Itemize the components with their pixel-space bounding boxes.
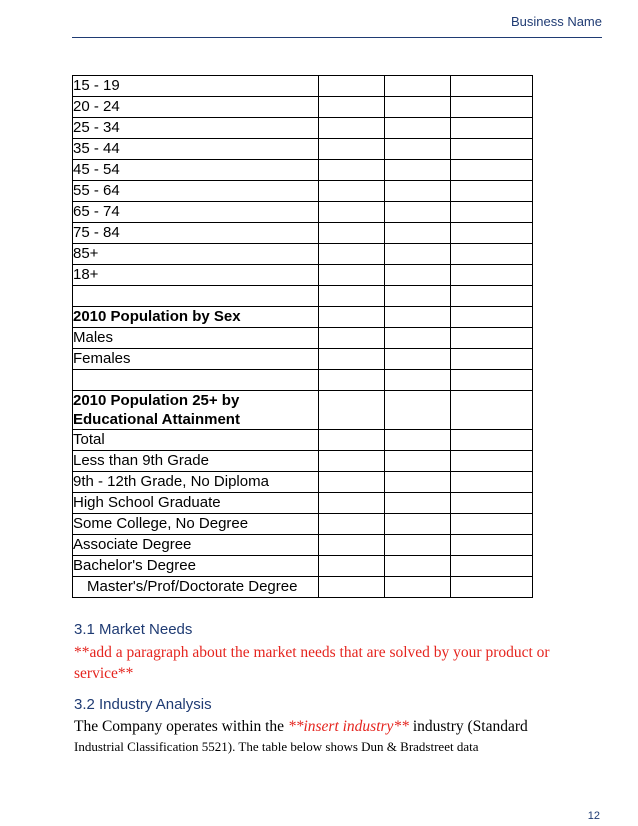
value-cell-1 xyxy=(319,160,385,181)
value-cell-1 xyxy=(319,472,385,493)
value-cell-3 xyxy=(451,391,533,430)
table-row xyxy=(73,181,533,202)
industry-analysis-heading: 3.2 Industry Analysis xyxy=(74,696,212,713)
row-label-cell: 65 - 74 xyxy=(73,202,319,223)
industry-analysis-line1 xyxy=(74,716,614,737)
industry-text-before: The Company operates within the xyxy=(74,718,288,735)
value-cell-3 xyxy=(451,265,533,286)
value-cell-2 xyxy=(385,286,451,307)
value-cell-2 xyxy=(385,556,451,577)
value-cell-1 xyxy=(319,577,385,598)
row-label-cell: Males xyxy=(73,328,319,349)
row-label-cell: Master's/Prof/Doctorate Degree xyxy=(73,577,319,598)
value-cell-2 xyxy=(385,223,451,244)
page-number: 12 xyxy=(587,810,600,822)
table-row xyxy=(73,328,533,349)
value-cell-3 xyxy=(451,307,533,328)
table-row xyxy=(73,535,533,556)
table-row xyxy=(73,244,533,265)
value-cell-1 xyxy=(319,328,385,349)
value-cell-3 xyxy=(451,370,533,391)
value-cell-3 xyxy=(451,286,533,307)
table-row xyxy=(73,265,533,286)
value-cell-2 xyxy=(385,391,451,430)
value-cell-1 xyxy=(319,97,385,118)
table-row xyxy=(73,286,533,307)
value-cell-1 xyxy=(319,349,385,370)
value-cell-1 xyxy=(319,391,385,430)
table-row xyxy=(73,514,533,535)
row-label-cell: 9th - 12th Grade, No Diploma xyxy=(73,472,319,493)
row-label-cell: Total xyxy=(73,430,319,451)
row-label-cell: Bachelor's Degree xyxy=(73,556,319,577)
value-cell-2 xyxy=(385,349,451,370)
value-cell-1 xyxy=(319,265,385,286)
value-cell-2 xyxy=(385,118,451,139)
market-needs-heading: 3.1 Market Needs xyxy=(74,621,193,638)
value-cell-3 xyxy=(451,577,533,598)
value-cell-1 xyxy=(319,430,385,451)
value-cell-2 xyxy=(385,493,451,514)
table-row xyxy=(73,118,533,139)
value-cell-3 xyxy=(451,181,533,202)
value-cell-1 xyxy=(319,223,385,244)
value-cell-1 xyxy=(319,556,385,577)
value-cell-2 xyxy=(385,76,451,97)
value-cell-2 xyxy=(385,430,451,451)
row-label-cell: High School Graduate xyxy=(73,493,319,514)
value-cell-1 xyxy=(319,514,385,535)
table-row xyxy=(73,493,533,514)
value-cell-1 xyxy=(319,493,385,514)
industry-analysis-line2: Industrial Classification 5521). The table below shows Dun & Bradstreet data xyxy=(74,739,479,754)
row-label-cell: Associate Degree xyxy=(73,535,319,556)
table-row xyxy=(73,451,533,472)
business-name-header: Business Name xyxy=(510,14,602,29)
value-cell-2 xyxy=(385,370,451,391)
industry-text-after: industry (Standard xyxy=(408,718,528,735)
value-cell-3 xyxy=(451,349,533,370)
value-cell-1 xyxy=(319,139,385,160)
value-cell-2 xyxy=(385,472,451,493)
value-cell-2 xyxy=(385,244,451,265)
row-label-cell: 20 - 24 xyxy=(73,97,319,118)
value-cell-1 xyxy=(319,118,385,139)
demographics-table-body xyxy=(73,76,533,598)
value-cell-3 xyxy=(451,223,533,244)
row-label-cell xyxy=(73,370,319,391)
table-row xyxy=(73,223,533,244)
value-cell-2 xyxy=(385,160,451,181)
value-cell-3 xyxy=(451,472,533,493)
value-cell-3 xyxy=(451,160,533,181)
row-label-cell: 85+ xyxy=(73,244,319,265)
demographics-table xyxy=(72,75,533,598)
row-label-cell: 45 - 54 xyxy=(73,160,319,181)
table-row xyxy=(73,202,533,223)
value-cell-3 xyxy=(451,76,533,97)
table-row xyxy=(73,76,533,97)
value-cell-3 xyxy=(451,139,533,160)
value-cell-2 xyxy=(385,307,451,328)
table-row xyxy=(73,370,533,391)
table-row xyxy=(73,472,533,493)
table-row xyxy=(73,430,533,451)
table-row xyxy=(73,391,533,430)
value-cell-3 xyxy=(451,430,533,451)
value-cell-2 xyxy=(385,139,451,160)
value-cell-1 xyxy=(319,451,385,472)
row-label-cell: 18+ xyxy=(73,265,319,286)
row-label-cell: 35 - 44 xyxy=(73,139,319,160)
value-cell-3 xyxy=(451,202,533,223)
row-label-cell xyxy=(73,286,319,307)
table-row xyxy=(73,577,533,598)
value-cell-1 xyxy=(319,535,385,556)
value-cell-3 xyxy=(451,514,533,535)
value-cell-3 xyxy=(451,328,533,349)
value-cell-3 xyxy=(451,451,533,472)
value-cell-1 xyxy=(319,202,385,223)
row-label-cell: Less than 9th Grade xyxy=(73,451,319,472)
value-cell-3 xyxy=(451,244,533,265)
value-cell-3 xyxy=(451,118,533,139)
row-label-cell: 2010 Population 25+ by Educational Attainment xyxy=(73,391,319,430)
row-label-cell: Some College, No Degree xyxy=(73,514,319,535)
value-cell-2 xyxy=(385,97,451,118)
value-cell-3 xyxy=(451,97,533,118)
value-cell-2 xyxy=(385,265,451,286)
row-label-cell: 55 - 64 xyxy=(73,181,319,202)
table-row xyxy=(73,139,533,160)
row-label-cell: 25 - 34 xyxy=(73,118,319,139)
value-cell-2 xyxy=(385,514,451,535)
row-label-cell: 2010 Population by Sex xyxy=(73,307,319,328)
table-row xyxy=(73,97,533,118)
market-needs-note: **add a paragraph about the market needs that are solved by your product or service** xyxy=(74,644,550,682)
value-cell-3 xyxy=(451,535,533,556)
table-row xyxy=(73,307,533,328)
value-cell-1 xyxy=(319,370,385,391)
value-cell-3 xyxy=(451,556,533,577)
header-rule xyxy=(72,37,602,38)
table-row xyxy=(73,556,533,577)
value-cell-1 xyxy=(319,76,385,97)
row-label-cell: Females xyxy=(73,349,319,370)
row-label-cell: 75 - 84 xyxy=(73,223,319,244)
table-row xyxy=(73,160,533,181)
value-cell-1 xyxy=(319,307,385,328)
table-row xyxy=(73,349,533,370)
value-cell-2 xyxy=(385,328,451,349)
value-cell-1 xyxy=(319,244,385,265)
value-cell-2 xyxy=(385,451,451,472)
value-cell-3 xyxy=(451,493,533,514)
insert-industry-placeholder: **insert industry** xyxy=(287,718,409,735)
row-label-cell: 15 - 19 xyxy=(73,76,319,97)
value-cell-1 xyxy=(319,286,385,307)
value-cell-2 xyxy=(385,535,451,556)
value-cell-2 xyxy=(385,181,451,202)
value-cell-2 xyxy=(385,577,451,598)
value-cell-1 xyxy=(319,181,385,202)
value-cell-2 xyxy=(385,202,451,223)
